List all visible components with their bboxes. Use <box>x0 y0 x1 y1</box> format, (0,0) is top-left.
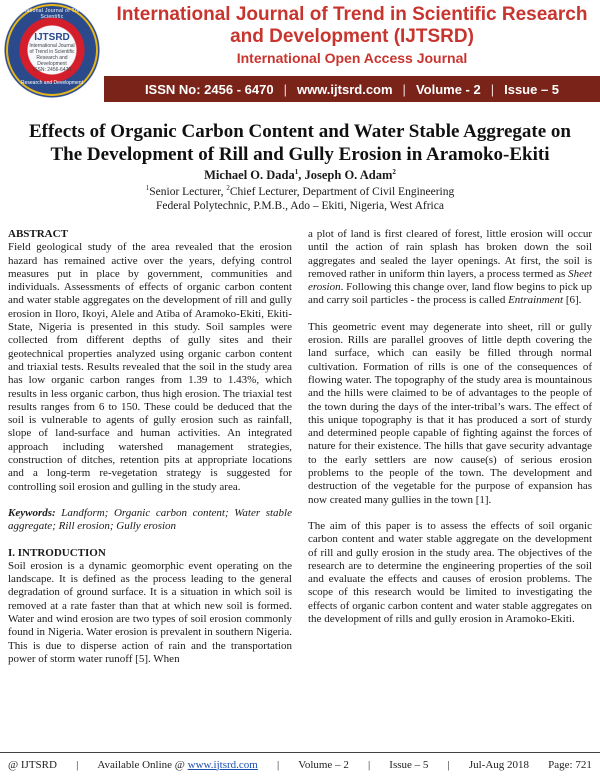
footer-page: Page: 721 <box>548 758 592 771</box>
affiliation-superscript: 2 <box>226 184 230 193</box>
author-name: Joseph O. Adam <box>304 168 393 182</box>
affiliation-line-2: Federal Polytechnic, P.M.B., Ado – Ekiti, Nigeria, West Africa <box>156 200 444 212</box>
intro-paragraph-2 <box>308 228 592 308</box>
right-column <box>308 228 592 639</box>
text-span: [6]. <box>563 294 582 307</box>
journal-banner <box>0 0 600 108</box>
volume-label: Volume - 2 <box>415 81 481 97</box>
footer-date: Jul-Aug 2018 <box>468 758 530 771</box>
logo-ring-top-text: International Journal of Trend in Scientific <box>11 8 93 20</box>
author-name: Michael O. Dada <box>204 168 295 182</box>
author-superscript: 2 <box>392 167 396 176</box>
journal-title: International Journal of Trend in Scientific Research and Development (IJTSRD) <box>116 4 588 47</box>
keywords <box>8 507 292 534</box>
logo-line3: Research and Development <box>36 55 68 67</box>
issn-bar <box>104 76 600 102</box>
issue-label: Issue – 5 <box>504 81 560 97</box>
open-access-label: International Open Access Journal <box>236 50 468 66</box>
term-entrainment: Entrainment <box>508 294 564 307</box>
affiliation-role: Senior Lecturer, <box>149 186 227 198</box>
separator: | <box>283 81 287 97</box>
text-span: a plot of land is first cleared of forest, little erosion will occur until the action of rain splash has broken down the soil aggregates and sealed the layer openings. At first, the soil is removed rather in uniform thin layers, a process termed as <box>308 228 592 280</box>
term-sheet-erosion: Sheet erosion <box>308 267 592 294</box>
separator: | <box>447 758 450 771</box>
section-heading-introduction: I. INTRODUCTION <box>8 546 106 559</box>
author-superscript: 1 <box>294 167 299 176</box>
affiliation-role: Chief Lecturer, Department of Civil Engineering <box>229 186 455 198</box>
logo-abbr: IJTSRD <box>34 32 70 43</box>
author-separator: , <box>298 168 305 182</box>
footer-website-link[interactable]: www.ijtsrd.com <box>187 758 258 771</box>
logo-issn: ISSN: 2456-6470 <box>32 67 72 73</box>
intro-paragraph-3: This geometric event may degenerate into sheet, rill or gully erosion. Rills are parallel grooves of little depth covering the land surface, which can easily be filled through normal cultivation. Formation of rills is one of the consequences of flowing water. The topography of the study area is mountainous and the hills were claimed to be of advantages to the people of the town during the days of the inter-tribal’s wars. The effect of this unique topography is that it has produced a sort of sturdy and determined people capable of fighting against the forces of nature for their existence. The hills that gave security advantage to the early settlers are now cause(s) of serious erosion problems to the people of the town. The development and destruction of the vegetable for the purpose of expansion has now created many gullies in the town [1]. <box>308 320 592 506</box>
intro-paragraph: Soil erosion is a dynamic geomorphic event operating on the landscape. It is defined as the process leading to the general degradation of ground surface. It is a situation in which soil is removed at a rate faster than that at which new soil is formed. Water and wind erosion are two types of soil erosion commonly found in Nigeria. Water erosion is prevalent in southern Nigeria. This is due to disperse action of rain and the transportation power of storm water runoff [5]. When <box>8 559 292 665</box>
text-span: . Following this change over, land flow begins to pick up and carry soil particles - the process is called <box>308 281 592 307</box>
separator: | <box>367 758 371 771</box>
page-footer <box>0 752 600 776</box>
footer-available <box>97 759 257 771</box>
author-line <box>20 168 580 183</box>
separator: | <box>76 758 79 771</box>
logo-center <box>28 32 76 73</box>
issn-number: ISSN No: 2456 - 6470 <box>144 81 274 97</box>
intro-paragraph-4: The aim of this paper is to assess the effects of soil organic carbon content and water stable aggregate on the development of rill and gully erosion in the study area. The objectives of the research are to determine the engineering properties of the soil and evaluate the effects and causes of erosion problems. The scope of this research would be limited to investigating the effects of organic carbon content and water stable aggregates on the development of rills and gully erosion in Aramoko-Ekiti. <box>308 519 592 626</box>
separator: | <box>490 81 495 97</box>
footer-issue: Issue – 5 <box>389 758 429 771</box>
footer-available-label: Available Online @ <box>97 758 188 771</box>
logo-ring-bottom-text: Research and Development <box>21 80 83 86</box>
left-column <box>8 228 292 679</box>
affiliation <box>20 185 580 213</box>
keywords-text: Landform; Organic carbon content; Water stable aggregate; Rill erosion; Gully erosion <box>8 506 292 533</box>
logo-line1: International Journal <box>29 43 75 49</box>
keywords-label: Keywords: <box>8 506 56 519</box>
journal-logo <box>4 2 100 98</box>
separator: | <box>402 81 406 97</box>
separator: | <box>276 758 280 771</box>
article-title: Effects of Organic Carbon Content and Water Stable Aggregate on The Development of Rill and Gully Erosion in Aramoko-Ekiti <box>28 121 571 165</box>
footer-volume: Volume – 2 <box>298 758 349 771</box>
abstract-heading: ABSTRACT <box>8 228 68 240</box>
logo-line2: of Trend in Scientific <box>29 49 75 55</box>
footer-org: @ IJTSRD <box>8 758 57 771</box>
affiliation-line-1 <box>20 185 580 199</box>
journal-website-link[interactable]: www.ijtsrd.com <box>296 81 393 97</box>
abstract-text: Field geological study of the area revealed that the erosion hazard has remained active over the years, defying control measures put in place by government, communities and individuals. Assessments of effects of organic carbon content and water stable aggregates on the development of rill and gully erosion in Iloro, Ikoyi, Alele and Atiba of Aramoko-Ekiti, Ekiti-State, Nigeria is presented in this study. Soil samples were collected from different depths of gully sites and their geotechnical properties analyzed using organic carbon content and triaxial tests. Results revealed that the soil in the study area has low organic carbon ranges from 1.39 to 1.43%, which results in less organic carbon, thus high erosion. The triaxial test results ranges from 6 to 150. These could be deduced that the soil is vulnerable to agents of gully erosion such as rainfall, slope of land-surface and human activities. An integrated approach including watershed management strategies, construction of ditches, retention pits at appropriate locations and a long-term re-vegetation strategy is suggested for controlling soil erosion and gulling in the study area. <box>8 241 292 493</box>
affiliation-superscript: 1 <box>145 184 150 193</box>
